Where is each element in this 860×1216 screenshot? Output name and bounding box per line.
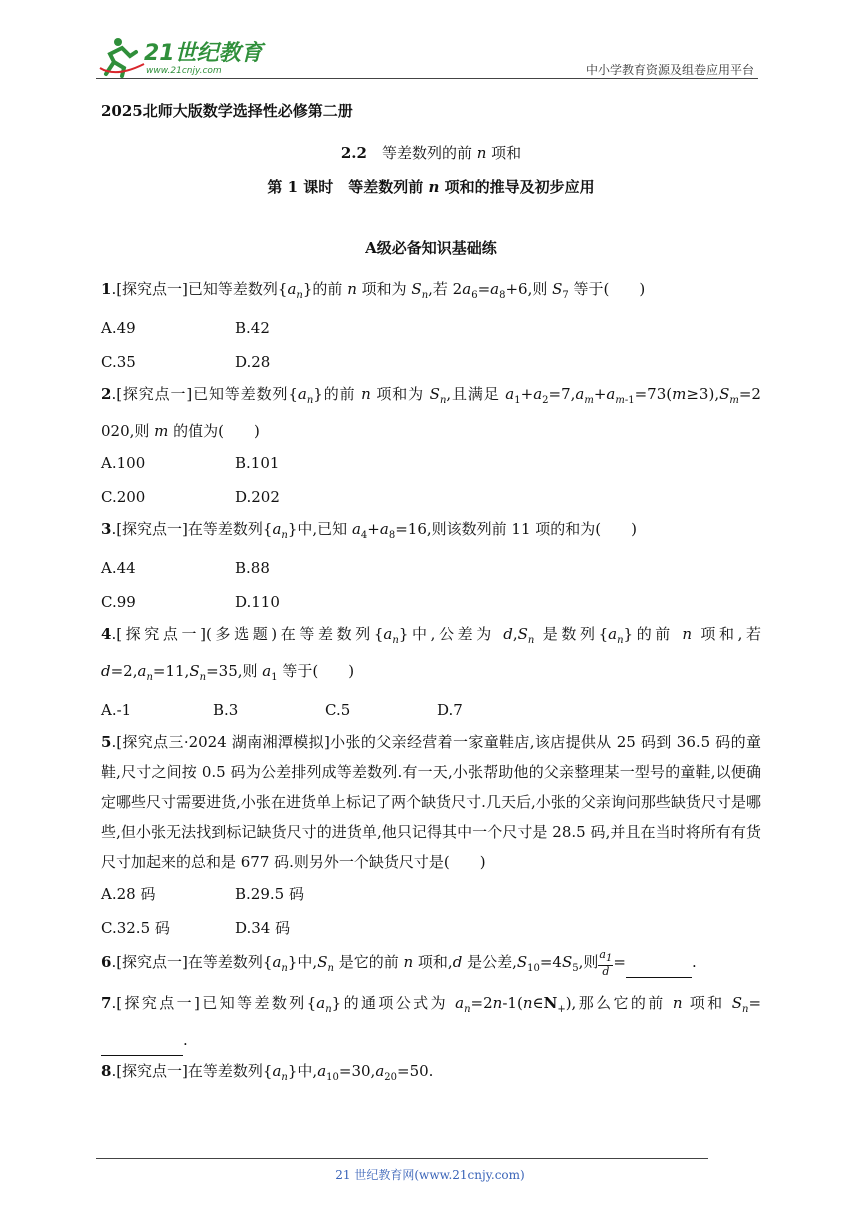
option: D.110	[235, 593, 280, 611]
option: B.88	[235, 559, 270, 577]
question-3-options	[101, 551, 761, 585]
option: A.28 码	[101, 885, 156, 903]
option: D.202	[235, 488, 280, 506]
option: B.3	[213, 701, 239, 719]
document-body	[101, 100, 761, 1093]
question-1-options	[101, 311, 761, 345]
page-header	[96, 34, 756, 78]
option: B.42	[235, 319, 270, 337]
question-5-options	[101, 877, 761, 911]
option: D.28	[235, 353, 271, 371]
option: B.101	[235, 454, 280, 472]
header-divider	[96, 78, 758, 79]
section-title: 2.2 等差数列的前 n 项和	[340, 144, 522, 162]
option: A.-1	[101, 701, 132, 719]
option: C.35	[101, 353, 136, 371]
option: A.44	[101, 559, 136, 577]
level-heading: A级必备知识基础练	[365, 239, 497, 257]
question-3-options-row2	[101, 585, 761, 619]
question-5: 5.[探究点三·2024 湖南湘潭模拟]小张的父亲经营着一家童鞋店,该店提供从 25 码到 36.5 码的童鞋,尺寸之间按 0.5 码为公差排列成等差数列.有一天,小张帮助他的父亲整理某一型号的童鞋,以便确定哪些尺寸需要进货,小张在进货单上标记了两个缺货尺寸.几天后,小张的父亲询问那些缺货尺寸是哪些,但小张无法找到标记缺货尺寸的进货单,他只记得其中一个尺寸是 28.5 码,并且在当时将所有有货尺寸加起来的总和是 677 码.则另外一个缺货尺寸是( )	[101, 733, 761, 871]
footer-divider	[96, 1158, 708, 1159]
question-2: 2.[探究点一]已知等差数列$\{a_n\}$的前 n 项和为 $S_n$,且满足 $a_1+a_2=7,a_m+a_{m-1}=73(m\ge 3),S_m=2$ 020,则 m 的值为( )	[101, 385, 761, 440]
question-4-options	[101, 693, 761, 727]
question-6: 6.[探究点一]在等差数列$\{a_n\}$中$,S_n$ 是它的前 n 项和,d 是公差$,S_{10}=4S_5$,则 $\frac{a_1}{d}$ = .	[101, 948, 697, 978]
option: A.49	[101, 319, 136, 337]
question-1-options-row2	[101, 345, 761, 379]
document-title: 2025北师大版数学选择性必修第二册	[101, 102, 353, 120]
answer-blank[interactable]	[626, 947, 692, 978]
question-8: 8.[探究点一]在等差数列$\{a_n\}$中$,a_{10}=30,a_{20}=50$.	[101, 1062, 434, 1083]
answer-blank[interactable]	[101, 1025, 183, 1056]
option: C.32.5 码	[101, 919, 170, 937]
platform-label: 中小学教育资源及组卷应用平台	[585, 63, 754, 77]
fraction-a1-over-d: $\frac{a_1}{d}$	[599, 948, 613, 978]
svg-text:www.21cnjy.com: www.21cnjy.com	[146, 66, 222, 76]
question-1: 1.[探究点一]已知等差数列$\{a_n\}$的前 n 项和为 $S_n$,若 $2a_6=a_8+6$,则 $S_7$ 等于( )	[101, 280, 646, 301]
question-5-options-row2	[101, 911, 761, 945]
question-2-options	[101, 446, 761, 480]
svg-text:21世纪教育: 21世纪教育	[144, 41, 263, 66]
option: D.34 码	[235, 919, 291, 937]
question-7: 7.[探究点一]已知等差数列$\{a_n\}$的通项公式为 $a_n=2n-1(n\in N_+)$,那么它的前 n 项和 $S_n=$ .	[101, 988, 761, 1056]
footer-link[interactable]: 21 世纪教育网(www.21cnjy.com)	[335, 1168, 525, 1182]
option: A.100	[101, 454, 146, 472]
question-4: 4.[探究点一](多选题)在等差数列$\{a_n\}$中,公差为 $d,S_n$ 是数列$\{a_n\}$的前 n 项和,若 $d=2,a_n=11,S_n=35$,则 $a_1$ 等于( )	[101, 625, 761, 683]
option: D.7	[437, 701, 463, 719]
option: B.29.5 码	[235, 885, 304, 903]
option: C.5	[325, 701, 351, 719]
question-3: 3.[探究点一]在等差数列$\{a_n\}$中,已知 $a_4+a_8=16$,则该数列前 11 项的和为( )	[101, 520, 637, 541]
lesson-title: 第 1 课时 等差数列前 n 项和的推导及初步应用	[267, 178, 595, 196]
option: C.200	[101, 488, 146, 506]
question-2-options-row2	[101, 480, 761, 514]
option: C.99	[101, 593, 136, 611]
21cnjy-logo-icon	[96, 34, 266, 78]
